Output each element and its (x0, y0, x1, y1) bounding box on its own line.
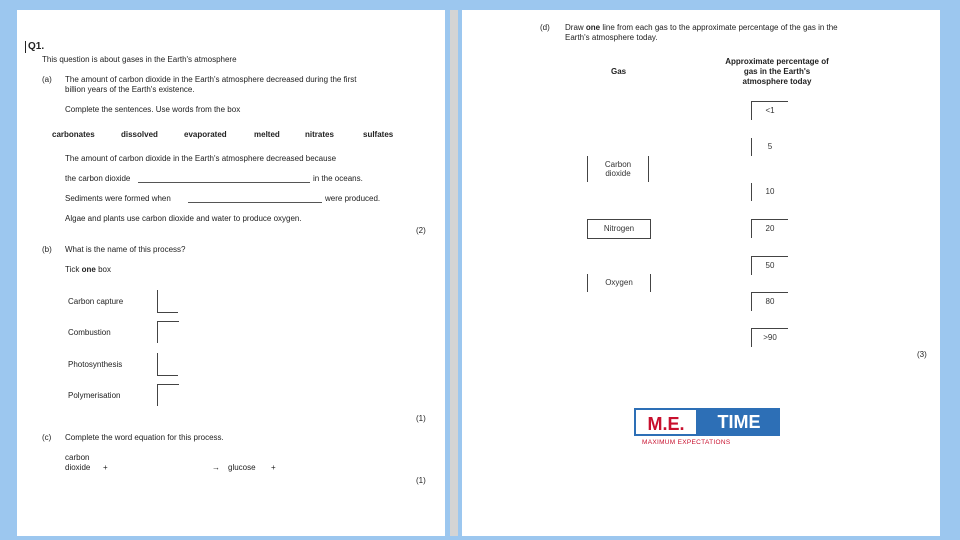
part-a-sentence2-start: the carbon dioxide (65, 174, 131, 183)
percentage-label: 20 (765, 224, 775, 233)
worksheet-page-right (462, 10, 940, 536)
percentage-box-gt90[interactable] (751, 328, 788, 347)
part-b-marks: (1) (416, 414, 426, 423)
column-header-percentage-line2: gas in the Earth's (743, 67, 811, 76)
gas-box-nitrogen[interactable] (587, 219, 651, 239)
percentage-label: >90 (763, 333, 777, 342)
logo-me-text: M.E. (634, 408, 698, 436)
part-c-question: Complete the word equation for this process. (65, 433, 224, 442)
gas-label: dioxide (605, 169, 631, 178)
equation-arrow: → (212, 463, 220, 472)
equation-product: glucose (228, 463, 256, 472)
percentage-box-20[interactable] (751, 219, 788, 238)
answer-blank-1[interactable] (138, 182, 310, 183)
tickbox-polymerisation[interactable] (157, 384, 178, 406)
part-c-marks: (1) (416, 476, 426, 485)
word-box-item: dissolved (121, 130, 158, 139)
percentage-label: 10 (765, 187, 775, 196)
page-separator (450, 10, 458, 536)
part-a-label: (a) (42, 75, 52, 84)
percentage-box-lt1[interactable] (751, 101, 788, 120)
gas-label: Oxygen (605, 278, 633, 287)
text-cursor (25, 41, 26, 53)
part-a-sentence3-start: Sediments were formed when (65, 194, 171, 203)
option-label-photosynthesis: Photosynthesis (68, 360, 123, 369)
word-box-item: sulfates (363, 130, 394, 139)
question-intro: This question is about gases in the Earth's atmosphere (42, 55, 237, 64)
gas-box-carbon-dioxide[interactable] (587, 156, 649, 182)
column-header-percentage-line1: Approximate percentage of (725, 57, 829, 66)
word-box-item: nitrates (305, 130, 334, 139)
column-header-percentage-line3: atmosphere today (742, 77, 812, 86)
part-b-question: What is the name of this process? (65, 245, 186, 254)
part-d-label: (d) (540, 23, 550, 32)
percentage-label: <1 (765, 106, 775, 115)
part-a-instruction: Complete the sentences. Use words from the box (65, 105, 241, 114)
part-a-marks: (2) (416, 226, 426, 235)
percentage-box-80[interactable] (751, 292, 788, 311)
word-box-item: melted (254, 130, 280, 139)
part-d-line2: Earth's atmosphere today. (565, 33, 658, 42)
part-a-sentence3-end: were produced. (325, 194, 381, 203)
tickbox-photosynthesis[interactable] (157, 353, 178, 376)
logo-tagline: MAXIMUM EXPECTATIONS (642, 439, 731, 446)
logo-time-text: TIME (698, 408, 780, 436)
percentage-label: 80 (765, 297, 775, 306)
worksheet-page-left (17, 10, 445, 536)
equation-reactant-line2: dioxide (65, 463, 91, 472)
option-label-carbon-capture: Carbon capture (68, 297, 124, 306)
percentage-label: 50 (765, 261, 775, 270)
part-c-label: (c) (42, 433, 52, 442)
tickbox-carbon-capture[interactable] (157, 290, 178, 313)
part-d-marks: (3) (917, 350, 927, 359)
part-a-sentence2-end: in the oceans. (313, 174, 363, 183)
question-number: Q1. (28, 41, 45, 52)
part-b-label: (b) (42, 245, 52, 254)
percentage-label: 5 (767, 142, 773, 151)
percentage-box-10[interactable] (751, 183, 788, 201)
part-a-sentence4: Algae and plants use carbon dioxide and water to produce oxygen. (65, 214, 302, 223)
word-box-item: carbonates (52, 130, 95, 139)
answer-blank-2[interactable] (188, 202, 322, 203)
word-box-item: evaporated (184, 130, 227, 139)
gas-label: Nitrogen (603, 224, 635, 233)
part-d-line1: Draw one line from each gas to the approximate percentage of the gas in the (565, 23, 838, 32)
equation-plus: + (103, 463, 108, 472)
equation-reactant-line1: carbon (65, 453, 90, 462)
option-label-polymerisation: Polymerisation (68, 391, 121, 400)
percentage-box-5[interactable] (751, 138, 788, 156)
part-a-line2: billion years of the Earth's existence. (65, 85, 195, 94)
gas-box-oxygen[interactable] (587, 274, 651, 292)
part-a-sentence1: The amount of carbon dioxide in the Earth's atmosphere decreased because (65, 154, 337, 163)
column-header-gas: Gas (611, 67, 627, 76)
tickbox-combustion[interactable] (157, 321, 178, 343)
me-time-logo (634, 408, 782, 450)
part-a-line1: The amount of carbon dioxide in the Earth's atmosphere decreased during the first (65, 75, 357, 84)
equation-plus: + (271, 463, 276, 472)
gas-label: Carbon (604, 160, 632, 169)
part-b-instruction: Tick one box (65, 265, 111, 274)
percentage-box-50[interactable] (751, 256, 788, 275)
option-label-combustion: Combustion (68, 328, 111, 337)
